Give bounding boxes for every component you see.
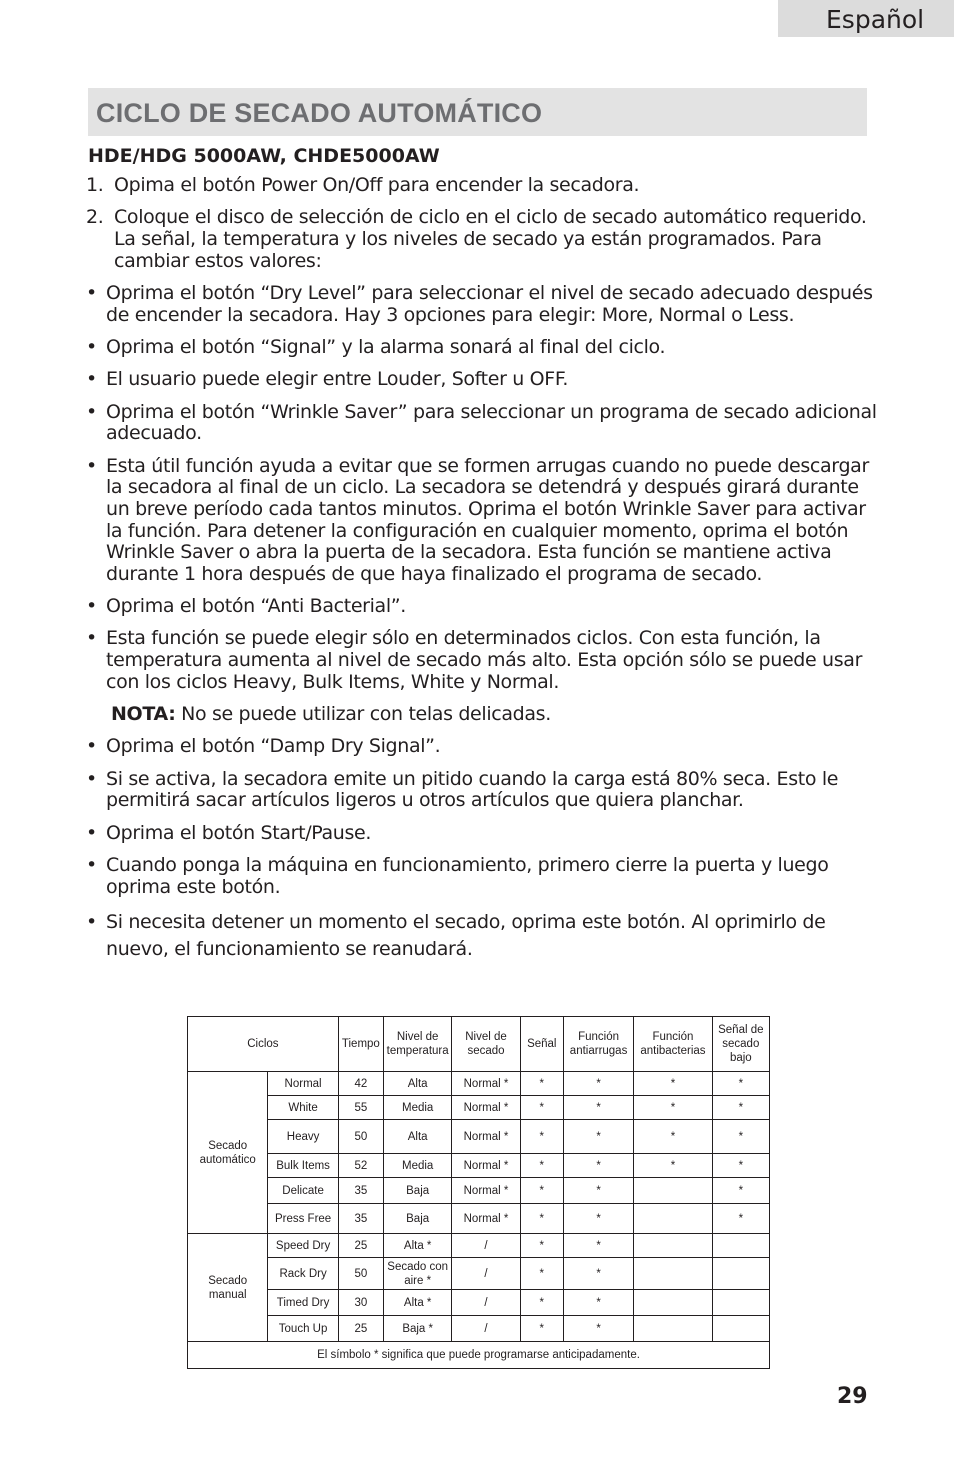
- bullet-marker: •: [86, 400, 97, 423]
- table-cell: [634, 1316, 712, 1342]
- language-tab: Español: [778, 0, 954, 37]
- bullet-marker: •: [86, 767, 97, 790]
- bullet-signal-options: [86, 369, 886, 391]
- table-group-label: Secado manual: [188, 1234, 268, 1342]
- bullet-text: Si necesita detener un momento el secado, oprima este botón. Al oprimirlo de nuevo, el funcionamiento se reanudará.: [106, 911, 826, 961]
- table-row: [188, 1204, 770, 1234]
- table-cell: Normal: [268, 1072, 338, 1096]
- table-cell: *: [634, 1072, 712, 1096]
- table-cell: Normal *: [452, 1178, 520, 1204]
- step-marker: 2.: [86, 206, 104, 229]
- table-header-cell: Tiempo: [338, 1017, 383, 1072]
- table-cell: *: [520, 1154, 563, 1178]
- cycle-table: [187, 1016, 770, 1369]
- bullet-damp-dry-detail: [86, 769, 886, 812]
- table-cell: *: [634, 1154, 712, 1178]
- table-cell: Normal *: [452, 1204, 520, 1234]
- step-1: [86, 175, 886, 197]
- table-row: [188, 1234, 770, 1258]
- table-cell: *: [520, 1316, 563, 1342]
- bullet-start-pause-detail: [86, 855, 886, 898]
- table-cell: 50: [338, 1258, 383, 1290]
- bullet-text: Oprima el botón “Damp Dry Signal”.: [106, 735, 441, 758]
- instructions: [86, 175, 886, 974]
- bullet-anti-bacterial-detail: [86, 628, 886, 693]
- section-title: CICLO DE SECADO AUTOMÁTICO: [96, 98, 543, 128]
- table-cell: 30: [338, 1290, 383, 1316]
- table-cell: *: [563, 1120, 633, 1154]
- table-cell: *: [520, 1072, 563, 1096]
- table-cell: Alta *: [383, 1234, 451, 1258]
- table-cell: [712, 1234, 769, 1258]
- table-cell: [712, 1316, 769, 1342]
- bullet-marker: •: [86, 281, 97, 304]
- table-cell: Baja *: [383, 1316, 451, 1342]
- table-row: [188, 1316, 770, 1342]
- bullet-marker: •: [86, 854, 97, 877]
- bullet-marker: •: [86, 595, 97, 618]
- table-cell: [634, 1290, 712, 1316]
- bullet-start-pause: [86, 823, 886, 845]
- table-cell: 52: [338, 1154, 383, 1178]
- table-cell: [712, 1258, 769, 1290]
- bullet-text: Esta función se puede elegir sólo en determinados ciclos. Con esta función, la temperatura aumenta al nivel de secado más alto. Esta opción sólo se puede usar con los ciclos Heavy, Bulk Items, White y Normal.: [106, 627, 863, 693]
- bullet-signal: [86, 337, 886, 359]
- table-header-cell: Señal: [520, 1017, 563, 1072]
- table-cell: *: [520, 1204, 563, 1234]
- table-row: [188, 1290, 770, 1316]
- table-cell: *: [520, 1234, 563, 1258]
- table-cell: [634, 1178, 712, 1204]
- table-cell: *: [634, 1120, 712, 1154]
- table-row: [188, 1120, 770, 1154]
- section-title-bar: [88, 88, 867, 136]
- table-cell: *: [563, 1154, 633, 1178]
- bullet-wrinkle-saver: [86, 402, 886, 445]
- table-header-cell: Señal de secado bajo: [712, 1017, 769, 1072]
- table-cell: [634, 1204, 712, 1234]
- bullet-marker: •: [86, 368, 97, 391]
- table-cell: Touch Up: [268, 1316, 338, 1342]
- step-text: Coloque el disco de selección de ciclo en el ciclo de secado automático requerido. La señal, la temperatura y los niveles de secado ya están programados. Para cambiar estos valores:: [114, 206, 867, 272]
- bullet-anti-bacterial: [86, 596, 886, 618]
- table-cell: Press Free: [268, 1204, 338, 1234]
- page-number: 29: [837, 1384, 868, 1409]
- note: [86, 704, 886, 726]
- table-cell: *: [563, 1096, 633, 1120]
- table-cell: *: [712, 1096, 769, 1120]
- table-cell: Normal *: [452, 1120, 520, 1154]
- bullet-text: Oprima el botón Start/Pause.: [106, 821, 372, 844]
- table-cell: Rack Dry: [268, 1258, 338, 1290]
- bullet-marker: •: [86, 627, 97, 650]
- table-cell: *: [563, 1234, 633, 1258]
- table-cell: 55: [338, 1096, 383, 1120]
- table-cell: Alta: [383, 1072, 451, 1096]
- table-header-cell: Nivel de secado: [452, 1017, 520, 1072]
- table-cell: /: [452, 1258, 520, 1290]
- bullet-text: Esta útil función ayuda a evitar que se formen arrugas cuando no puede descargar la secadora al final de un ciclo. La secadora se detendrá y después girará durante un breve período cada tantos minutos. Oprima el botón Wrinkle Saver para activar la función. Para detener la configuración en cualquier momento, oprima el botón Wrinkle Saver o abra la puerta de la secadora. Esta función se mantiene activa durante 1 hora después de que haya finalizado el programa de secado.: [106, 454, 869, 585]
- bullet-text: Oprima el botón “Anti Bacterial”.: [106, 595, 406, 618]
- table-cell: [634, 1258, 712, 1290]
- table-footnote-row: [188, 1342, 770, 1369]
- step-2: [86, 207, 886, 272]
- table-cell: Normal *: [452, 1096, 520, 1120]
- model-heading: HDE/HDG 5000AW, CHDE5000AW: [88, 145, 440, 167]
- table-cell: Alta: [383, 1120, 451, 1154]
- table-cell: *: [520, 1258, 563, 1290]
- table-cell: *: [520, 1120, 563, 1154]
- table-cell: *: [712, 1072, 769, 1096]
- step-marker: 1.: [86, 174, 104, 196]
- table-row: [188, 1258, 770, 1290]
- bullet-text: Oprima el botón “Signal” y la alarma sonará al final del ciclo.: [106, 335, 666, 358]
- table-cell: 25: [338, 1316, 383, 1342]
- table-header-cell: Nivel de temperatura: [383, 1017, 451, 1072]
- table-cell: *: [520, 1178, 563, 1204]
- table-cell: Media: [383, 1096, 451, 1120]
- bullet-marker: •: [86, 911, 97, 934]
- table-cell: 35: [338, 1178, 383, 1204]
- table-cell: [634, 1234, 712, 1258]
- table-cell: *: [634, 1096, 712, 1120]
- table-row: [188, 1154, 770, 1178]
- table-cell: [712, 1290, 769, 1316]
- bullet-damp-dry: [86, 736, 886, 758]
- table-cell: Secado con aire *: [383, 1258, 451, 1290]
- table-cell: Timed Dry: [268, 1290, 338, 1316]
- table-cell: Delicate: [268, 1178, 338, 1204]
- table-cell: 50: [338, 1120, 383, 1154]
- bullet-wrinkle-saver-detail: [86, 456, 886, 586]
- table-cell: /: [452, 1290, 520, 1316]
- table-footnote: El símbolo * significa que puede programarse anticipadamente.: [188, 1342, 770, 1369]
- table-cell: *: [563, 1258, 633, 1290]
- table-cell: /: [452, 1316, 520, 1342]
- table-cell: *: [563, 1316, 633, 1342]
- table-cell: Baja: [383, 1204, 451, 1234]
- table-group-label: Secado automático: [188, 1072, 268, 1234]
- table-cell: *: [563, 1290, 633, 1316]
- table-cell: Normal *: [452, 1072, 520, 1096]
- table-cell: Media: [383, 1154, 451, 1178]
- table-cell: /: [452, 1234, 520, 1258]
- table-header-cell: Ciclos: [188, 1017, 339, 1072]
- table-cell: Heavy: [268, 1120, 338, 1154]
- bullet-marker: •: [86, 821, 97, 844]
- bullet-dry-level: [86, 283, 886, 326]
- table-cell: Bulk Items: [268, 1154, 338, 1178]
- table-cell: Speed Dry: [268, 1234, 338, 1258]
- table-cell: *: [520, 1290, 563, 1316]
- table-header-row: [188, 1017, 770, 1072]
- table-cell: *: [563, 1204, 633, 1234]
- bullet-text: El usuario puede elegir entre Louder, Softer u OFF.: [106, 368, 569, 391]
- table-cell: 25: [338, 1234, 383, 1258]
- table-cell: *: [520, 1096, 563, 1120]
- bullet-marker: •: [86, 735, 97, 758]
- table-header-cell: Función antiarrugas: [563, 1017, 633, 1072]
- table-row: [188, 1096, 770, 1120]
- bullet-text: Cuando ponga la máquina en funcionamiento, primero cierre la puerta y luego oprima este botón.: [106, 854, 829, 898]
- table-cell: Baja: [383, 1178, 451, 1204]
- bullet-marker: •: [86, 454, 97, 477]
- bullet-text: Oprima el botón “Wrinkle Saver” para seleccionar un programa de secado adicional adecuado.: [106, 400, 877, 445]
- table-cell: 35: [338, 1204, 383, 1234]
- table-cell: *: [712, 1154, 769, 1178]
- table-cell: White: [268, 1096, 338, 1120]
- table-cell: Normal *: [452, 1154, 520, 1178]
- table-header-cell: Función antibacterias: [634, 1017, 712, 1072]
- table-cell: 42: [338, 1072, 383, 1096]
- step-text: Opima el botón Power On/Off para encender la secadora.: [114, 174, 640, 196]
- bullet-marker: •: [86, 335, 97, 358]
- table-cell: *: [712, 1204, 769, 1234]
- note-text: No se puede utilizar con telas delicadas.: [181, 703, 551, 726]
- table-cell: Alta *: [383, 1290, 451, 1316]
- bullet-pause-detail: [86, 909, 886, 963]
- table-row: [188, 1072, 770, 1096]
- table-row: [188, 1178, 770, 1204]
- table-cell: *: [712, 1120, 769, 1154]
- table-cell: *: [563, 1178, 633, 1204]
- table-cell: *: [563, 1072, 633, 1096]
- bullet-text: Si se activa, la secadora emite un pitido cuando la carga está 80% seca. Esto le permitirá sacar artículos ligeros u otros artículos que quiera planchar.: [106, 767, 839, 812]
- bullet-text: Oprima el botón “Dry Level” para seleccionar el nivel de secado adecuado después de encender la secadora. Hay 3 opciones para elegir: More, Normal o Less.: [106, 281, 873, 326]
- table-cell: *: [712, 1178, 769, 1204]
- note-label: NOTA:: [111, 703, 176, 726]
- cycle-table-body: [188, 1017, 770, 1369]
